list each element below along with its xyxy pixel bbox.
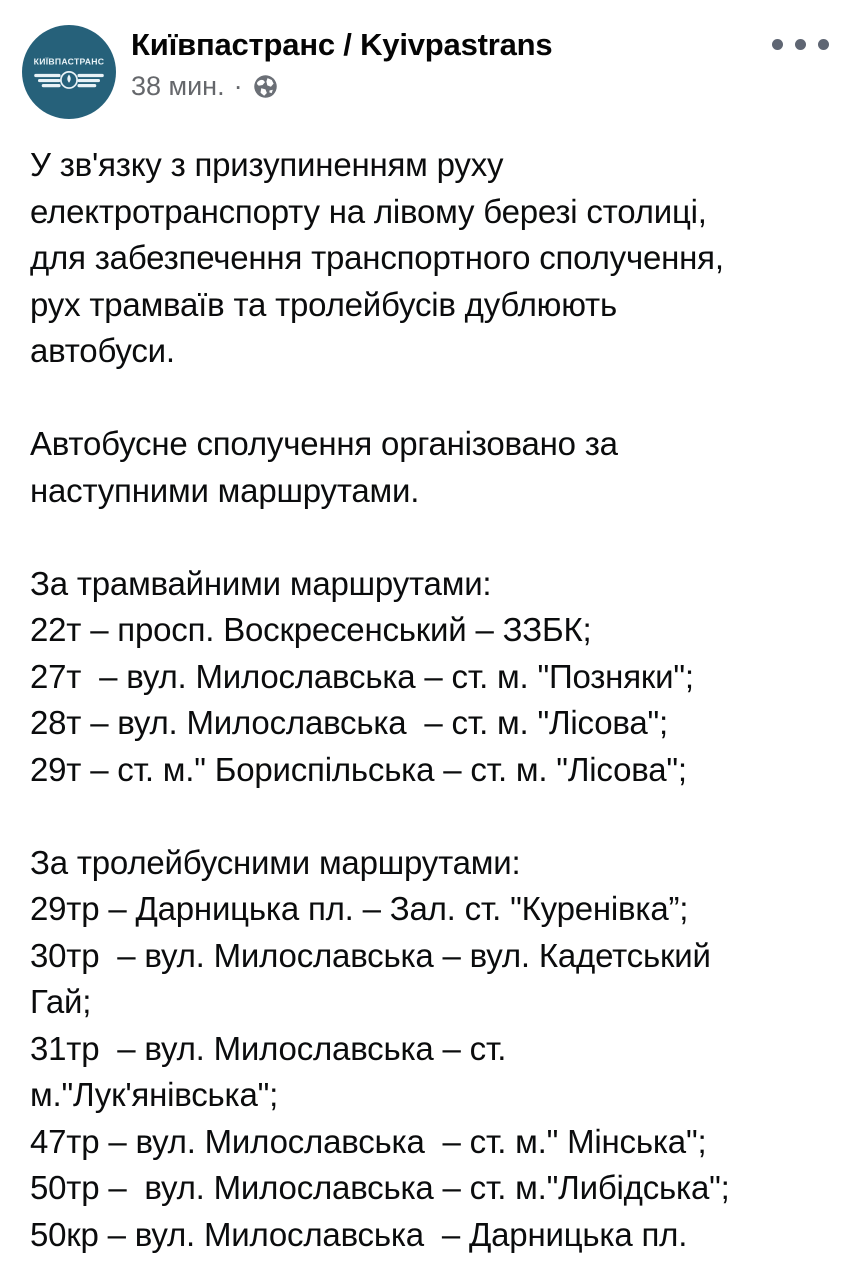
post-text-line: автобуси. <box>30 332 175 369</box>
post-text-line <box>30 514 849 561</box>
post-text-line: 50тр – вул. Милославська – ст. м."Либідська"; <box>30 1169 730 1206</box>
post-text-line: електротранспорту на лівому березі столиці, <box>30 192 707 230</box>
post-text-line: Автобусне сполучення організовано за <box>30 425 618 462</box>
post-text-line: 28т – вул. Милославська – ст. м. "Лісова"; <box>30 704 668 741</box>
meta-separator: · <box>233 71 243 101</box>
more-options-button[interactable] <box>762 25 835 60</box>
globe-icon <box>252 73 279 100</box>
post-text-line: 50кр – вул. Милославська – Дарницька пл. <box>30 1215 688 1253</box>
post-text-line: 30тр – вул. Милославська – вул. Кадетський <box>30 936 711 974</box>
post-text-line: рух трамваїв та тролейбусів дублюють <box>30 285 617 323</box>
post-text-line: 47тр – вул. Милославська – ст. м." Мінська"; <box>30 1122 707 1160</box>
post-text-line: Гай; <box>30 983 92 1020</box>
post-meta <box>131 71 552 102</box>
ellipsis-icon <box>772 39 829 50</box>
post-header-text <box>131 25 552 102</box>
post-text-line: За тролейбусними маршрутами: <box>30 843 521 881</box>
avatar-logo-text: КИЇВПАСТРАНС <box>33 56 105 67</box>
post-text-line: наступними маршрутами. <box>30 471 420 509</box>
post-text-line: 29тр – Дарницька пл. – Зал. ст. "Куренівка”; <box>30 890 689 927</box>
page-name[interactable]: Київпастранс / Kyivpastrans <box>131 27 553 62</box>
post-text-line: У зв'язку з призупиненням руху <box>30 146 504 183</box>
post-text-line: 27т – вул. Милославська – ст. м. "Позняки"; <box>30 657 694 695</box>
post-timestamp[interactable]: 38 мин. <box>131 71 225 101</box>
kyivpastrans-logo-icon <box>22 25 116 119</box>
post-text-line <box>30 375 849 422</box>
post-header <box>0 0 857 119</box>
page-avatar[interactable] <box>22 25 116 119</box>
post-text-line <box>30 793 849 840</box>
post-text-line: м."Лук'янівська"; <box>30 1076 279 1113</box>
post-text-line: 31тр – вул. Милославська – ст. <box>30 1029 507 1067</box>
post-text-line: За трамвайними маршрутами: <box>30 564 492 602</box>
post-text-line: 22т – просп. Воскресенський – ЗЗБК; <box>30 611 592 648</box>
post-text <box>0 142 857 1258</box>
post-text-line: 29т – ст. м." Бориспільська – ст. м. "Лісова"; <box>30 750 687 788</box>
post-text-line: для забезпечення транспортного сполучення, <box>30 239 724 276</box>
